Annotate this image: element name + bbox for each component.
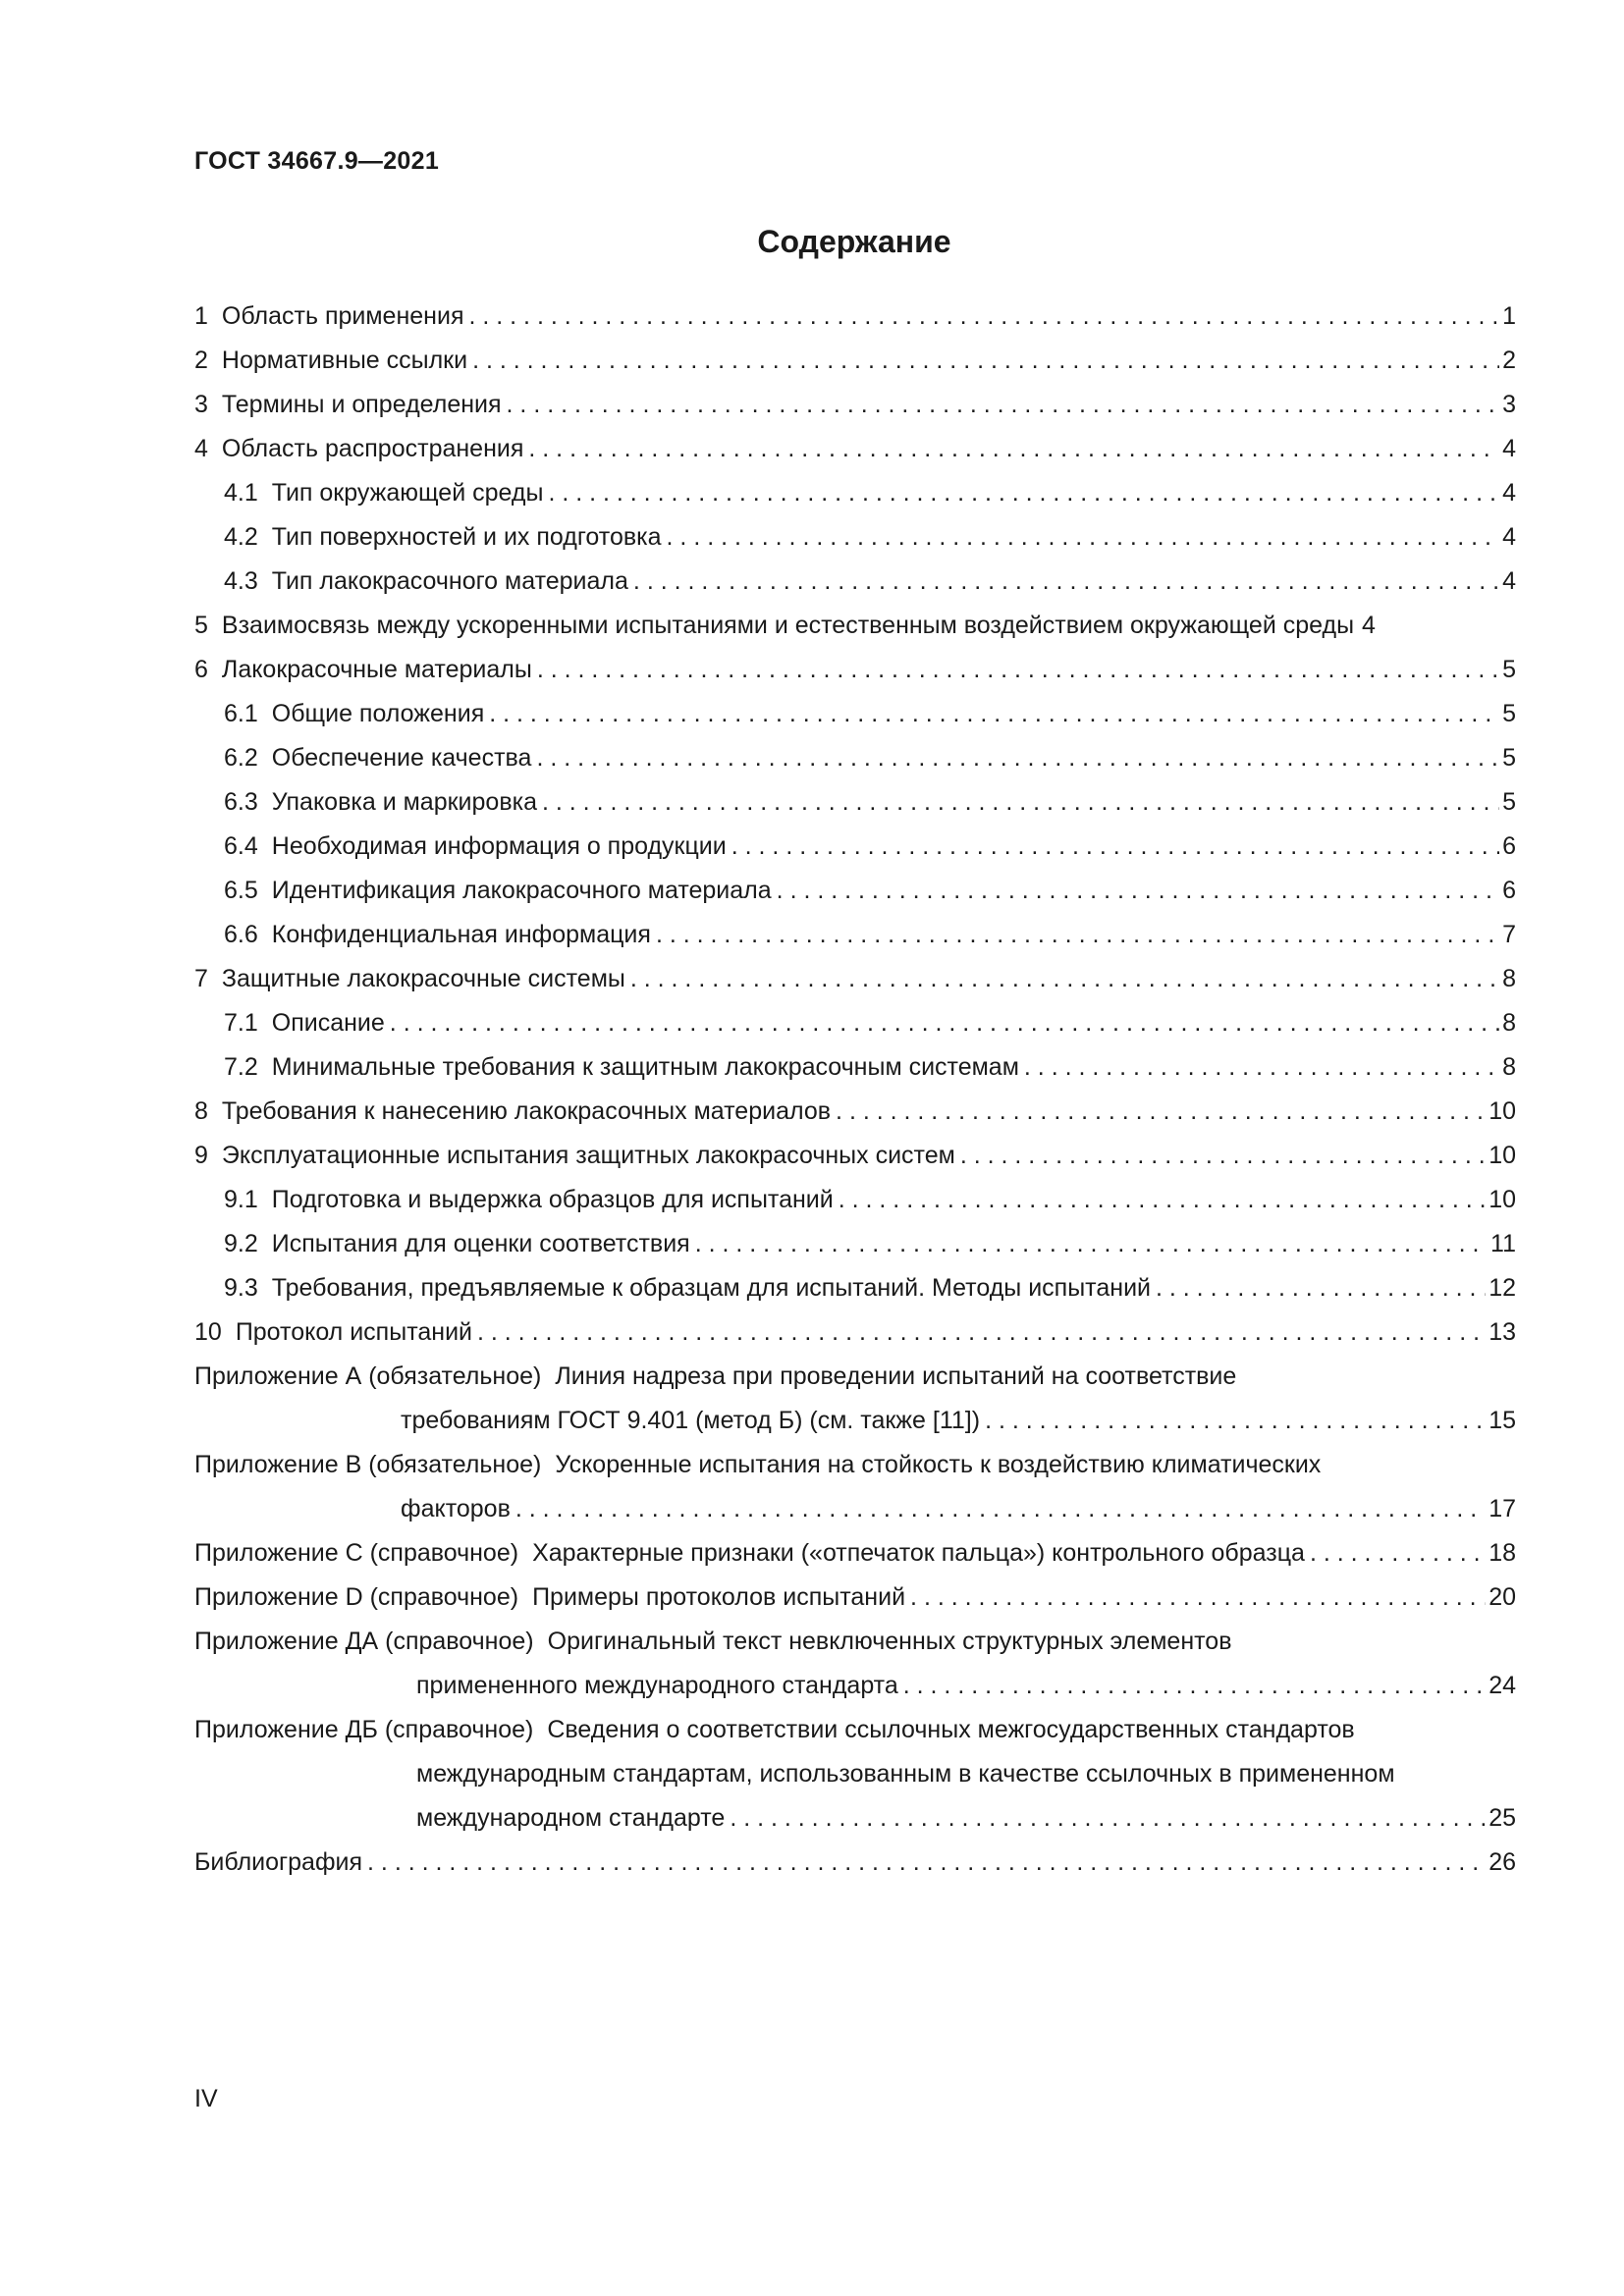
toc-entry-number: 6.6 (224, 921, 258, 948)
toc-entry[interactable] (194, 1266, 1516, 1310)
dot-leader (1024, 1045, 1499, 1090)
toc-entry-number: 7 (194, 965, 208, 992)
toc-entry-title: Необходимая информация о продукции (271, 832, 727, 860)
appendix-entry[interactable] (194, 1443, 1516, 1487)
toc-entry-title: Конфиденциальная информация (271, 921, 651, 948)
toc-entry[interactable] (194, 780, 1516, 825)
appendix-entry[interactable] (194, 1531, 1516, 1575)
table-of-contents (194, 294, 1516, 1885)
toc-entry-number: 4.2 (224, 523, 258, 551)
toc-entry-page: 10 (1489, 1186, 1516, 1213)
toc-title: Содержание (757, 224, 951, 259)
toc-entry-number: 7.1 (224, 1009, 258, 1037)
dot-leader (777, 869, 1499, 913)
toc-entry[interactable] (194, 294, 1516, 339)
toc-entry-page: 26 (1489, 1848, 1516, 1876)
toc-entry[interactable] (194, 1090, 1516, 1134)
toc-entry-number: 6.2 (224, 744, 258, 772)
toc-entry-title: Подготовка и выдержка образцов для испытаний (271, 1186, 834, 1213)
dot-leader (1156, 1266, 1486, 1310)
toc-entry-title: Идентификация лакокрасочного материала (271, 877, 772, 904)
toc-entry-title: Взаимосвязь между ускоренными испытаниями и естественным воздействием окружающей среды (221, 612, 1355, 639)
toc-entry-number: 5 (194, 612, 208, 639)
toc-entry-number: 4.3 (224, 567, 258, 595)
toc-entry[interactable] (194, 825, 1516, 869)
toc-entry[interactable] (194, 339, 1516, 383)
toc-entry-number: 6 (194, 656, 208, 683)
appendix-label: Приложение ДБ (справочное) (194, 1716, 534, 1743)
appendix-label: Приложение С (справочное) (194, 1539, 519, 1567)
toc-entry[interactable] (194, 1178, 1516, 1222)
toc-entry-page: 11 (1490, 1230, 1516, 1257)
toc-entry-page: 4 (1502, 523, 1516, 551)
toc-entry-title: Обеспечение качества (271, 744, 532, 772)
toc-entry-page: 12 (1489, 1274, 1516, 1302)
toc-entry-page: 4 (1362, 612, 1376, 639)
toc-entry-title: Область применения (221, 302, 464, 330)
dot-leader (695, 1222, 1488, 1266)
toc-entry-title: Тип окружающей среды (271, 479, 544, 507)
toc-entry-number: 1 (194, 302, 208, 330)
toc-entry-number: 7.2 (224, 1053, 258, 1081)
toc-entry[interactable] (194, 560, 1516, 604)
toc-entry[interactable] (194, 913, 1516, 957)
dot-leader (910, 1575, 1486, 1620)
toc-entry-title: Область распространения (221, 435, 524, 462)
dot-leader (633, 560, 1499, 604)
dot-leader (390, 1001, 1499, 1045)
appendix-title: Характерные признаки («отпечаток пальца») контрольного образца (532, 1539, 1305, 1567)
toc-entry[interactable] (194, 604, 1516, 648)
toc-entry-page: 4 (1502, 567, 1516, 595)
dot-leader (477, 1310, 1486, 1355)
toc-entry-page: 15 (1489, 1407, 1516, 1434)
toc-entry-page: 7 (1502, 921, 1516, 948)
toc-entry[interactable] (194, 869, 1516, 913)
dot-leader (656, 913, 1499, 957)
toc-entry-title: Испытания для оценки соответствия (271, 1230, 690, 1257)
appendix-entry-continuation[interactable] (194, 1796, 1516, 1841)
toc-entry[interactable] (194, 1222, 1516, 1266)
dot-leader (1310, 1531, 1486, 1575)
appendix-label: Приложение В (обязательное) (194, 1451, 542, 1478)
toc-entry-page: 6 (1502, 832, 1516, 860)
toc-entry-page: 25 (1489, 1804, 1516, 1832)
dot-leader (903, 1664, 1486, 1708)
dot-leader (960, 1134, 1486, 1178)
toc-entry[interactable] (194, 427, 1516, 471)
toc-entry-page: 3 (1502, 391, 1516, 418)
toc-entry-title: Общие положения (271, 700, 485, 727)
toc-entry[interactable] (194, 1310, 1516, 1355)
appendix-entry-continuation[interactable] (194, 1664, 1516, 1708)
toc-entry-page: 6 (1502, 877, 1516, 904)
appendix-entry[interactable] (194, 1355, 1516, 1399)
toc-entry-title: Эксплуатационные испытания защитных лакокрасочных систем (221, 1142, 955, 1169)
appendix-title: требованиям ГОСТ 9.401 (метод Б) (см. также [11]) (401, 1407, 981, 1434)
toc-entry-number: 9.3 (224, 1274, 258, 1302)
toc-entry-page: 2 (1502, 347, 1516, 374)
appendix-entry-continuation[interactable] (194, 1487, 1516, 1531)
dot-leader (472, 339, 1499, 383)
toc-entry-number: 9 (194, 1142, 208, 1169)
toc-entry[interactable] (194, 957, 1516, 1001)
appendix-title: примененного международного стандарта (416, 1672, 898, 1699)
toc-entry-title: Минимальные требования к защитным лакокрасочным системам (271, 1053, 1019, 1081)
dot-leader (836, 1090, 1486, 1134)
toc-entry-number: 6.1 (224, 700, 258, 727)
appendix-entry[interactable] (194, 1575, 1516, 1620)
toc-entry-number: 6.4 (224, 832, 258, 860)
appendix-title: международном стандарте (416, 1804, 726, 1832)
toc-entry[interactable] (194, 1045, 1516, 1090)
toc-entry-page: 8 (1502, 1009, 1516, 1037)
toc-entry-page: 5 (1502, 700, 1516, 727)
dot-leader (507, 383, 1500, 427)
page-number: IV (194, 2085, 218, 2112)
appendix-entry-continuation[interactable] (194, 1752, 1516, 1796)
dot-leader (667, 515, 1500, 560)
dot-leader (468, 294, 1499, 339)
toc-entry-number: 9.1 (224, 1186, 258, 1213)
toc-entry-title: Термины и определения (221, 391, 502, 418)
toc-entry[interactable] (194, 692, 1516, 736)
dot-leader (731, 825, 1499, 869)
appendix-entry[interactable] (194, 1708, 1516, 1752)
appendix-title: Оригинальный текст невключенных структурных элементов (547, 1628, 1232, 1655)
toc-entry-number: 8 (194, 1097, 208, 1125)
toc-entry-number: 6.3 (224, 788, 258, 816)
toc-entry-page: 13 (1489, 1318, 1516, 1346)
toc-entry-number: 10 (194, 1318, 222, 1346)
dot-leader (548, 471, 1499, 515)
appendix-title: международным стандартам, использованным в качестве ссылочных в примененном (416, 1760, 1395, 1788)
toc-entry-title: Лакокрасочные материалы (221, 656, 532, 683)
dot-leader (542, 780, 1499, 825)
bibliography-entry[interactable] (194, 1841, 1516, 1885)
toc-entry-page: 5 (1502, 744, 1516, 772)
toc-entry-title: Протокол испытаний (235, 1318, 472, 1346)
dot-leader (730, 1796, 1486, 1841)
toc-entry-number: 4 (194, 435, 208, 462)
dot-leader (489, 692, 1499, 736)
toc-entry-title: Требования к нанесению лакокрасочных материалов (221, 1097, 832, 1125)
toc-entry-number: 2 (194, 347, 208, 374)
toc-entry-page: 1 (1502, 302, 1516, 330)
dot-leader (537, 648, 1499, 692)
toc-entry-page: 10 (1489, 1097, 1516, 1125)
toc-entry-title: Тип лакокрасочного материала (271, 567, 628, 595)
toc-entry[interactable] (194, 1001, 1516, 1045)
appendix-label: Приложение А (обязательное) (194, 1362, 542, 1390)
toc-entry-title: Требования, предъявляемые к образцам для испытаний. Методы испытаний (271, 1274, 1151, 1302)
dot-leader (630, 957, 1499, 1001)
toc-entry[interactable] (194, 515, 1516, 560)
toc-entry-page: 8 (1502, 1053, 1516, 1081)
appendix-title: Ускоренные испытания на стойкость к воздействию климатических (555, 1451, 1322, 1478)
appendix-title: факторов (401, 1495, 511, 1522)
toc-entry[interactable] (194, 383, 1516, 427)
appendix-label: Приложение D (справочное) (194, 1583, 519, 1611)
toc-entry-number: 3 (194, 391, 208, 418)
toc-entry-title: Тип поверхностей и их подготовка (271, 523, 662, 551)
toc-entry-page: 5 (1502, 788, 1516, 816)
dot-leader (985, 1399, 1486, 1443)
appendix-entry[interactable] (194, 1620, 1516, 1664)
toc-entry[interactable] (194, 471, 1516, 515)
toc-entry-title: Описание (271, 1009, 385, 1037)
toc-entry-page: 10 (1489, 1142, 1516, 1169)
toc-entry[interactable] (194, 648, 1516, 692)
toc-entry-page: 24 (1489, 1672, 1516, 1699)
appendix-label: Приложение ДА (справочное) (194, 1628, 534, 1655)
dot-leader (528, 427, 1499, 471)
toc-entry-page: 18 (1489, 1539, 1516, 1567)
toc-entry-number: 9.2 (224, 1230, 258, 1257)
bibliography-title: Библиография (194, 1848, 363, 1876)
appendix-title: Сведения о соответствии ссылочных межгосударственных стандартов (547, 1716, 1355, 1743)
toc-entry-number: 6.5 (224, 877, 258, 904)
toc-entry-number: 4.1 (224, 479, 258, 507)
dot-leader (536, 736, 1499, 780)
appendix-entry-continuation[interactable] (194, 1399, 1516, 1443)
dot-leader (367, 1841, 1486, 1885)
toc-entry-page: 17 (1489, 1495, 1516, 1522)
toc-entry-title: Нормативные ссылки (221, 347, 468, 374)
appendix-title: Примеры протоколов испытаний (532, 1583, 906, 1611)
toc-entry-page: 20 (1489, 1583, 1516, 1611)
toc-entry-title: Защитные лакокрасочные системы (221, 965, 625, 992)
toc-entry-title: Упаковка и маркировка (271, 788, 537, 816)
dot-leader (839, 1178, 1486, 1222)
dot-leader (515, 1487, 1486, 1531)
toc-entry-page: 5 (1502, 656, 1516, 683)
toc-entry-page: 4 (1502, 435, 1516, 462)
toc-entry[interactable] (194, 736, 1516, 780)
document-code: ГОСТ 34667.9—2021 (194, 147, 440, 175)
toc-entry-page: 4 (1502, 479, 1516, 507)
toc-entry[interactable] (194, 1134, 1516, 1178)
toc-entry-page: 8 (1502, 965, 1516, 992)
appendix-title: Линия надреза при проведении испытаний на соответствие (555, 1362, 1237, 1390)
